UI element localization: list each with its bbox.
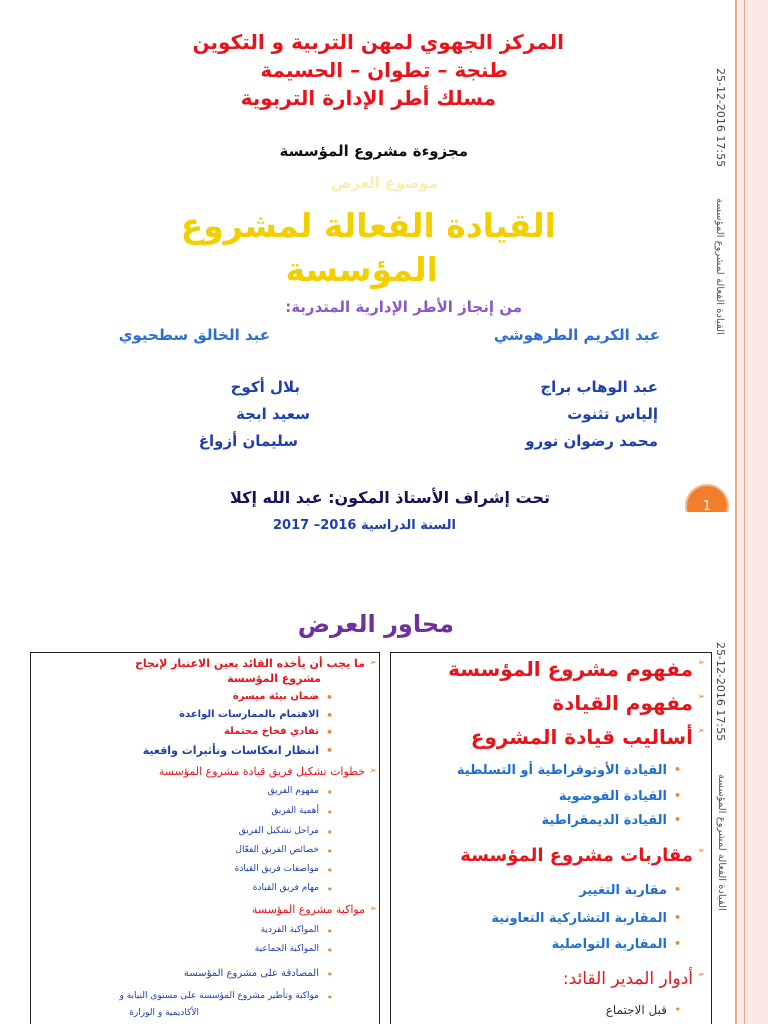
agenda-subitem: • المقاربة التشاركية التعاونية — [491, 911, 667, 926]
agenda-item: ➢ مفهوم مشروع المؤسسة — [448, 657, 693, 681]
agenda-subitem: • المقاربة التواصلية — [552, 937, 667, 952]
agenda-subitem: • مواصفات فريق القيادة — [235, 864, 319, 874]
agenda-subitem: • مقاربة التغيير — [579, 883, 667, 898]
main-title-line-1: القيادة الفعالة لمشروع — [180, 206, 556, 245]
agenda-item: ➢ مقاربات مشروع المؤسسة — [460, 845, 693, 866]
agenda-subitem-continued: الأكاديمية و الوزارة — [129, 1008, 199, 1018]
agenda-item: ➢ أدوار المدير القائد: — [563, 969, 693, 989]
agenda-subitem: • قبل الاجتماع — [606, 1003, 667, 1017]
main-title-line-2: المؤسسة — [285, 250, 438, 289]
author-name: بلال أكوح — [230, 378, 300, 396]
agenda-subitem: • المصادقة على مشروع المؤسسة — [184, 968, 319, 979]
band-divider — [735, 0, 737, 512]
agenda-left-box — [30, 652, 380, 1024]
author-name: إلياس تثنوت — [567, 405, 658, 423]
header-line-2: طنجة – تطوان – الحسيمة — [260, 58, 508, 82]
author-name: محمد رضوان نورو — [525, 432, 658, 450]
author-name: سعيد ابجة — [236, 405, 310, 423]
faint-label: موضوع العرض — [331, 174, 438, 192]
author-name: سليمان أزواغ — [198, 432, 298, 450]
agenda-subitem: • مواكبة وتأطير مشروع المؤسسة على مستوى النيابة و — [120, 991, 320, 1001]
page-number-badge: 1 — [685, 484, 729, 512]
side-band — [738, 512, 768, 1024]
agenda-item: ➢ ما يجب أن يأخذه القائد بعين الاعتبار لإنجاح — [135, 657, 365, 670]
author-name: عبد الخالق سطحيوي — [118, 326, 270, 344]
agenda-item: ➢ أساليب قيادة المشروع — [471, 725, 693, 749]
module-name: مجزوءة مشروع المؤسسة — [279, 142, 468, 160]
agenda-subitem: • ضمان بيئة ميسرة — [233, 691, 319, 702]
agenda-subitem: • الاهتمام بالممارسات الواعدة — [179, 709, 319, 720]
agenda-item: ➢ مفهوم القيادة — [552, 691, 693, 715]
agenda-slide — [0, 512, 768, 1024]
agenda-right-box — [390, 652, 712, 1024]
agenda-subitem: • القيادة الفوضوية — [559, 789, 667, 804]
header-line-1: المركز الجهوي لمهن التربية و التكوين — [192, 30, 564, 54]
band-divider — [735, 512, 737, 1024]
agenda-subitem: • المواكبة الفردية — [261, 925, 319, 935]
agenda-subitem: • مراحل تشكيل الفريق — [239, 826, 319, 836]
slide-footer-title: القيادة الفعالة لمشروع المؤسسة — [716, 774, 727, 911]
prepared-by-label: من إنجاز الأطر الإدارية المتدربة: — [285, 298, 522, 316]
agenda-item-continued: مشروع المؤسسة — [227, 672, 321, 685]
agenda-subitem: • أهمية الفريق — [271, 806, 319, 816]
slide-date: 25-12-2016 17:55 — [714, 68, 727, 168]
slide-footer-title: القيادة الفعالة لمشروع المؤسسة — [714, 198, 725, 335]
agenda-subitem: • مفهوم الفريق — [268, 786, 319, 796]
agenda-subitem: • المواكبة الجماعية — [255, 944, 319, 954]
header-line-3: مسلك أطر الإدارة التربوية — [240, 86, 496, 110]
agenda-title: محاور العرض — [297, 610, 454, 638]
agenda-item: ➢ مواكبة مشروع المؤسسة — [252, 903, 365, 916]
slide-date: 25-12-2016 17:55 — [714, 642, 727, 742]
author-name: عبد الوهاب براج — [540, 378, 658, 396]
agenda-subitem: • تفادي فخاخ محتملة — [224, 726, 319, 737]
school-year: السنة الدراسية 2016– 2017 — [273, 518, 456, 533]
band-divider-thin — [744, 0, 745, 512]
agenda-subitem: • القيادة الأوتوقراطية أو التسلطية — [457, 763, 667, 778]
agenda-subitem: • القيادة الديمقراطية — [541, 813, 667, 828]
side-band — [738, 0, 768, 512]
supervisor: تحت إشراف الأستاذ المكون: عبد الله إكلا — [230, 488, 550, 507]
author-name: عبد الكريم الطرهوشي — [493, 326, 660, 344]
agenda-subitem: • مهام فريق القيادة — [253, 883, 319, 893]
agenda-subitem: • خصائص الفريق الفعّال — [235, 845, 319, 855]
agenda-item: ➢ خطوات تشكيل فريق قيادة مشروع المؤسسة — [159, 765, 365, 778]
agenda-subitem: • انتظار انعكاسات وتأثيرات واقعية — [143, 744, 319, 757]
band-divider-thin — [744, 512, 745, 1024]
